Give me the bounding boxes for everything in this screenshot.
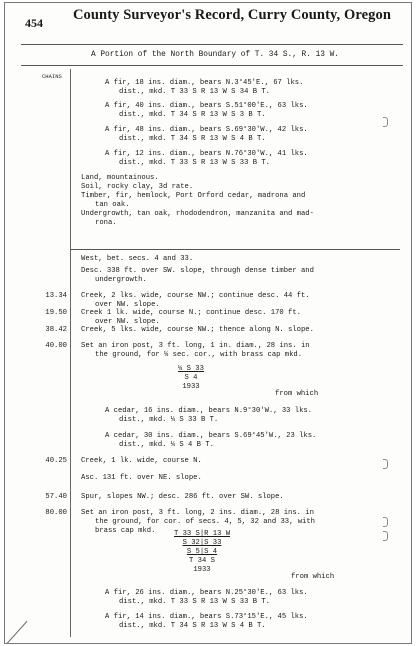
chain-distance: 40.00 (45, 342, 67, 350)
record-line: tan oak. (95, 201, 130, 209)
record-line: dist., mkd. ¼ S 4 B T. (119, 441, 214, 449)
quarter-cap-line2: S 4 (184, 374, 198, 382)
record-line: West, bet. secs. 4 and 33. (81, 255, 194, 263)
record-line: from which (291, 573, 335, 581)
record-line: Desc. 338 ft. over SW. slope, through dense timber and (81, 267, 314, 275)
record-line: dist., mkd. T 34 S R 13 W S 3 B T. (119, 111, 266, 119)
record-line: undergrowth. (95, 276, 147, 284)
quarter-cap-year: 1933 (182, 383, 200, 391)
corner-cap-row1: T 33 S|R 13 W (173, 530, 231, 538)
record-line: Soil, rocky clay, 3d rate. (81, 183, 194, 191)
record-line: A fir, 40 ins. diam., bears S.51°00'E., 63 lks. (105, 102, 308, 110)
record-line: Creek 1 lk. wide, course N.; continue desc. 170 ft. (81, 309, 301, 317)
corner-cap-row2: S 32|S 33 (182, 539, 222, 547)
record-line: Creek, 5 lks. wide, course NW.; thence along N. slope. (81, 326, 314, 334)
record-line: dist., mkd. T 33 S R 13 W S 33 B T. (119, 159, 270, 167)
corner-cap-row4: T 34 S (189, 557, 215, 565)
record-line: Timber, fir, hemlock, Port Orford cedar, madrona and (81, 192, 306, 200)
record-line: Spur, slopes NW.; desc. 286 ft. over SW. slope. (81, 493, 284, 501)
record-line: dist., mkd. T 33 S R 13 W S 33 B T. (119, 598, 270, 606)
record-line: over NW. slope. (95, 318, 160, 326)
record-line: Creek, 1 lk. wide, course N. (81, 457, 202, 465)
page-number: 454 (25, 16, 43, 30)
corner-fold-line (7, 621, 28, 644)
record-line: A fir, 48 ins. diam., bears S.69°30'W., 42 lks. (105, 126, 308, 134)
record-line: Set an iron post, 3 ft. long, 2 ins. diam., 28 ins. in (81, 509, 314, 517)
section-subtitle: A Portion of the North Boundary of T. 34 S., R. 13 W. (91, 51, 339, 59)
record-line: the ground, for cor. of secs. 4, 5, 32 and 33, with (95, 518, 315, 526)
record-line: A fir, 18 ins. diam., bears N.3°45'E., 67 lks. (105, 79, 304, 87)
chain-distance: 57.40 (45, 493, 67, 501)
column-divider (70, 69, 71, 637)
quarter-cap-line1: ¼ S 33 (178, 365, 204, 373)
chain-distance: 38.42 (45, 326, 67, 334)
record-line: dist., mkd. T 33 S R 13 W S 34 B T. (119, 88, 270, 96)
subtitle-rule (21, 65, 403, 66)
page-title: County Surveyor's Record, Curry County, Oregon (72, 7, 392, 23)
record-line: dist., mkd. T 34 S R 13 W S 4 B T. (119, 622, 266, 630)
record-line: over NW. slope. (95, 301, 160, 309)
record-line: Undergrowth, tan oak, rhododendron, manzanita and mad- (81, 210, 314, 218)
record-line: Land, mountainous. (81, 174, 159, 182)
record-line: A cedar, 16 ins. diam., bears N.9°30'W., 33 lks. (105, 407, 313, 415)
chain-distance: 19.50 (45, 309, 67, 317)
record-line: A fir, 26 ins. diam., bears N.25°30'E., 63 lks. (105, 589, 308, 597)
record-line: Set an iron post, 3 ft. long, 1 in. diam., 28 ins. in (81, 342, 310, 350)
record-line: brass cap mkd. (95, 527, 156, 535)
margin-mark (383, 459, 388, 469)
record-line: Asc. 131 ft. over NE. slope. (81, 474, 202, 482)
corner-cap-row3: S 5|S 4 (186, 548, 218, 556)
record-line: from which (275, 390, 319, 398)
margin-mark (383, 117, 388, 127)
record-page (4, 2, 412, 644)
record-line: dist., mkd. T 34 S R 13 W S 4 B T. (119, 135, 266, 143)
record-line: dist., mkd. ¼ S 33 B T. (119, 416, 219, 424)
record-line: A fir, 12 ins. diam., bears N.76°30'W., 41 lks. (105, 150, 308, 158)
header-rule (21, 44, 403, 45)
chain-distance: 80.00 (45, 509, 67, 517)
chain-distance: 13.34 (45, 292, 67, 300)
record-line: rona. (95, 219, 117, 227)
margin-mark (383, 531, 388, 541)
chains-heading: CHAINS (42, 73, 62, 80)
record-line: A cedar, 30 ins. diam., bears S.69°45'W., 23 lks. (105, 432, 317, 440)
margin-mark (383, 517, 388, 527)
record-line: Creek, 2 lks. wide, course NW.; continue desc. 44 ft. (81, 292, 310, 300)
record-line: the ground, for ¼ sec. cor., with brass cap mkd. (95, 351, 303, 359)
chain-distance: 40.25 (45, 457, 67, 465)
section-rule (70, 249, 400, 250)
corner-cap-year: 1933 (193, 566, 211, 574)
record-line: A fir, 14 ins. diam., bears S.73°15'E., 45 lks. (105, 613, 308, 621)
